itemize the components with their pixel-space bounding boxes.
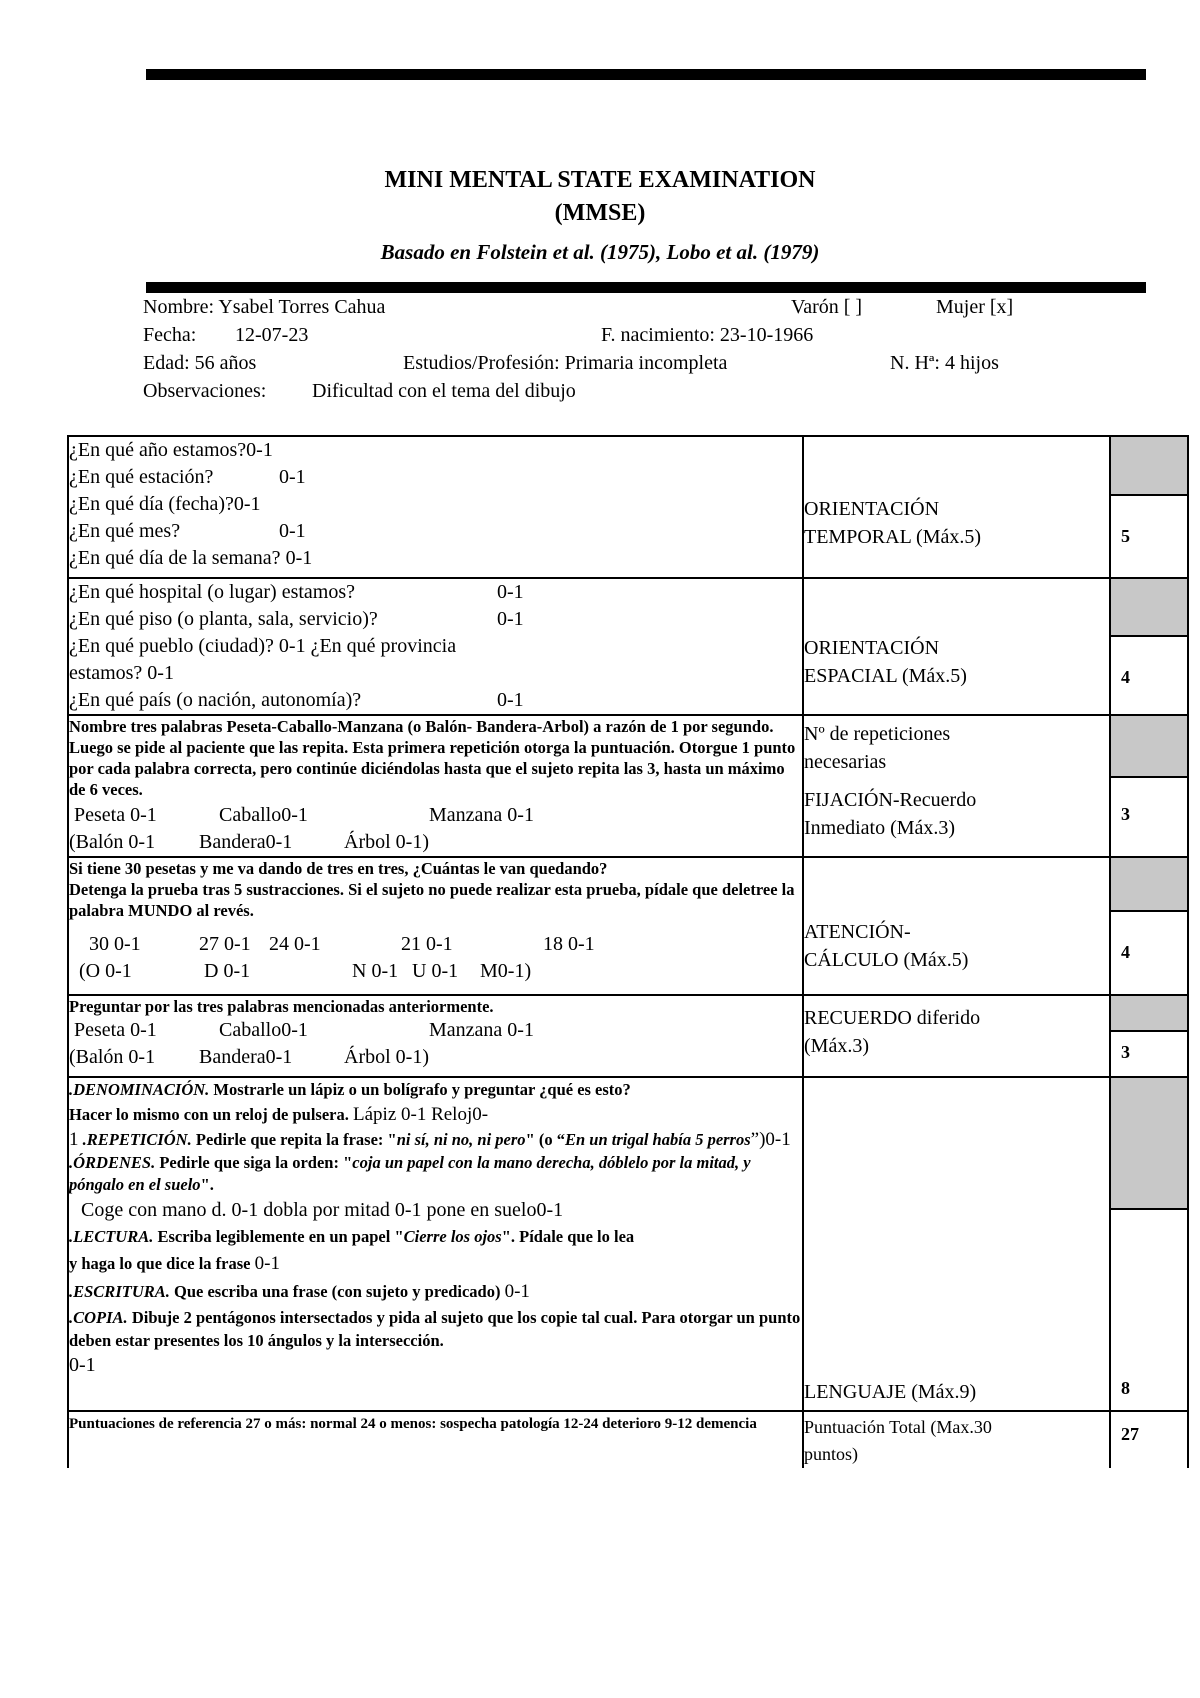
question-date: ¿En qué día (fecha)?0-1 xyxy=(69,493,261,515)
question-month: ¿En qué mes? 0-1 xyxy=(69,520,306,542)
temporal-questions xyxy=(68,436,803,578)
section-atencion xyxy=(68,857,1188,995)
section-espacial xyxy=(68,578,1188,715)
mmse-table xyxy=(67,435,1189,1468)
recuerdo-content: Preguntar por las tres palabras mencionadas anteriormente. Peseta 0-1 Caballo0-1 Manzana 0-1 (Balón 0-1 Bandera0-1 Árbol 0-1) xyxy=(68,995,803,1077)
observations-label: Observaciones: xyxy=(143,380,267,402)
page-title: MINI MENTAL STATE EXAMINATION xyxy=(384,167,816,193)
date-label: Fecha: xyxy=(143,324,197,346)
atencion-content: Si tiene 30 pesetas y me va dando de tres en tres, ¿Cuántas le van quedando? Detenga la prueba tras 5 sustracciones. Si el sujeto no puede realizar esta prueba, pídale que deletree la palabra MUNDO al revés. 30 0-1 27 0-1 24 0-1 21 0-1 18 0-1 (O 0-1 D 0-1 N 0-1 U 0-1 M0-1) xyxy=(68,857,803,995)
score-atencion: 4 xyxy=(1110,857,1188,995)
total-score: 27 xyxy=(1110,1411,1188,1468)
patient-children: N. Hª: 4 hijos xyxy=(890,352,999,374)
exam-date: 12-07-23 xyxy=(235,324,309,346)
question-year: ¿En qué año estamos?0-1 xyxy=(69,439,273,461)
lenguaje-content: .DENOMINACIÓN. Mostrarle un lápiz o un bolígrafo y preguntar ¿qué es esto? Hacer lo mismo con un reloj de pulsera. Lápiz 0-1 Reloj0- 1 .REPETICIÓN. Pedirle que repita la frase: "ni sí, ni no, ni pero" (o “En un trigal había 5 perros”)0-1 .ÓRDENES. Pedirle que siga la orden: "coja un papel con la mano derecha, dóblelo por la mitad, y póngalo en el suelo". Coge con mano d. 0-1 dobla por mitad 0-1 pone en suelo0-1 .LECTURA. Escriba legiblemente en un papel "Cierre los ojos". Pídale que lo lea y haga lo que dice la frase 0-1 .ESCRITURA. Que escriba una frase (con sujeto y predicado) 0-1 .COPIA. Dibuje 2 pentágonos intersectados y pida al sujeto que los copie tal cual. Para otorgar un punto deben estar presentes los 10 ángulos y la intersección. 0-1 xyxy=(68,1077,803,1411)
birth-date: F. nacimiento: 23-10-1966 xyxy=(601,324,814,346)
section-temporal xyxy=(68,436,1188,578)
domain-atencion: ATENCIÓN- CÁLCULO (Máx.5) xyxy=(803,857,1110,995)
section-total xyxy=(68,1411,1188,1468)
domain-espacial: ORIENTACIÓN ESPACIAL (Máx.5) xyxy=(803,578,1110,715)
page-subtitle: (MMSE) xyxy=(554,200,646,226)
patient-age: Edad: 56 años xyxy=(143,352,257,374)
section-fijacion xyxy=(68,715,1188,857)
domain-lenguaje: LENGUAJE (Máx.9) xyxy=(803,1077,1110,1411)
espacial-questions: ¿En qué hospital (o lugar) estamos? 0-1 ¿En qué piso (o planta, sala, servicio)? 0-1 ¿En qué pueblo (ciudad)? 0-1 ¿En qué provincia estamos? 0-1 ¿En qué país (o nación, autonomía)? 0-1 xyxy=(68,578,803,715)
sex-male: Varón [ ] xyxy=(791,296,863,318)
patient-name: Nombre: Ysabel Torres Cahua xyxy=(143,296,386,318)
domain-recuerdo: RECUERDO diferido (Máx.3) xyxy=(803,995,1110,1077)
score-espacial: 4 xyxy=(1110,578,1188,715)
reference-citation: Basado en Folstein et al. (1975), Lobo et al. (1979) xyxy=(380,240,820,264)
fijacion-content: Nombre tres palabras Peseta-Caballo-Manzana (o Balón- Bandera-Arbol) a razón de 1 por segundo. Luego se pide al paciente que las repita. Esta primera repetición otorga la puntuación. Otorgue 1 punto por cada palabra correcta, pero continúe diciéndolas hasta que el sujeto repita las 3, hasta un máximo de 6 veces. Peseta 0-1 Caballo0-1 Manzana 0-1 (Balón 0-1 Bandera0-1 Árbol 0-1) xyxy=(68,715,803,857)
score-recuerdo: 3 xyxy=(1110,995,1188,1077)
section-lenguaje xyxy=(68,1077,1188,1411)
total-label: Puntuación Total (Max.30 puntos) xyxy=(803,1411,1110,1468)
patient-studies: Estudios/Profesión: Primaria incompleta xyxy=(403,352,728,374)
domain-temporal: ORIENTACIÓN TEMPORAL (Máx.5) xyxy=(803,436,1110,578)
question-weekday: ¿En qué día de la semana? 0-1 xyxy=(69,547,313,569)
fijacion-instructions: Nombre tres palabras Peseta-Caballo-Manzana (o Balón- Bandera-Arbol) a razón de 1 por segundo. Luego se pide al paciente que las repita. Esta primera repetición otorga la puntuación. Otorgue 1 punto por cada palabra correcta, pero continúe diciéndolas hasta que el sujeto repita las 3, hasta un máximo de 6 veces. xyxy=(69,717,796,799)
observations-text: Dificultad con el tema del dibujo xyxy=(312,380,576,402)
top-rule xyxy=(146,69,1146,80)
domain-fijacion: Nº de repeticiones necesarias FIJACIÓN-Recuerdo Inmediato (Máx.3) xyxy=(803,715,1110,857)
score-fijacion: 3 xyxy=(1110,715,1188,857)
reference-scores: Puntuaciones de referencia 27 o más: normal 24 o menos: sospecha patología 12-24 deterioro 9-12 demencia xyxy=(68,1411,803,1468)
question-season: ¿En qué estación? 0-1 xyxy=(69,466,306,488)
score-lenguaje: 8 xyxy=(1110,1077,1188,1411)
section-recuerdo xyxy=(68,995,1188,1077)
sex-female: Mujer [x] xyxy=(936,296,1014,318)
score-temporal: 5 xyxy=(1110,436,1188,578)
header-rule xyxy=(146,282,1146,293)
